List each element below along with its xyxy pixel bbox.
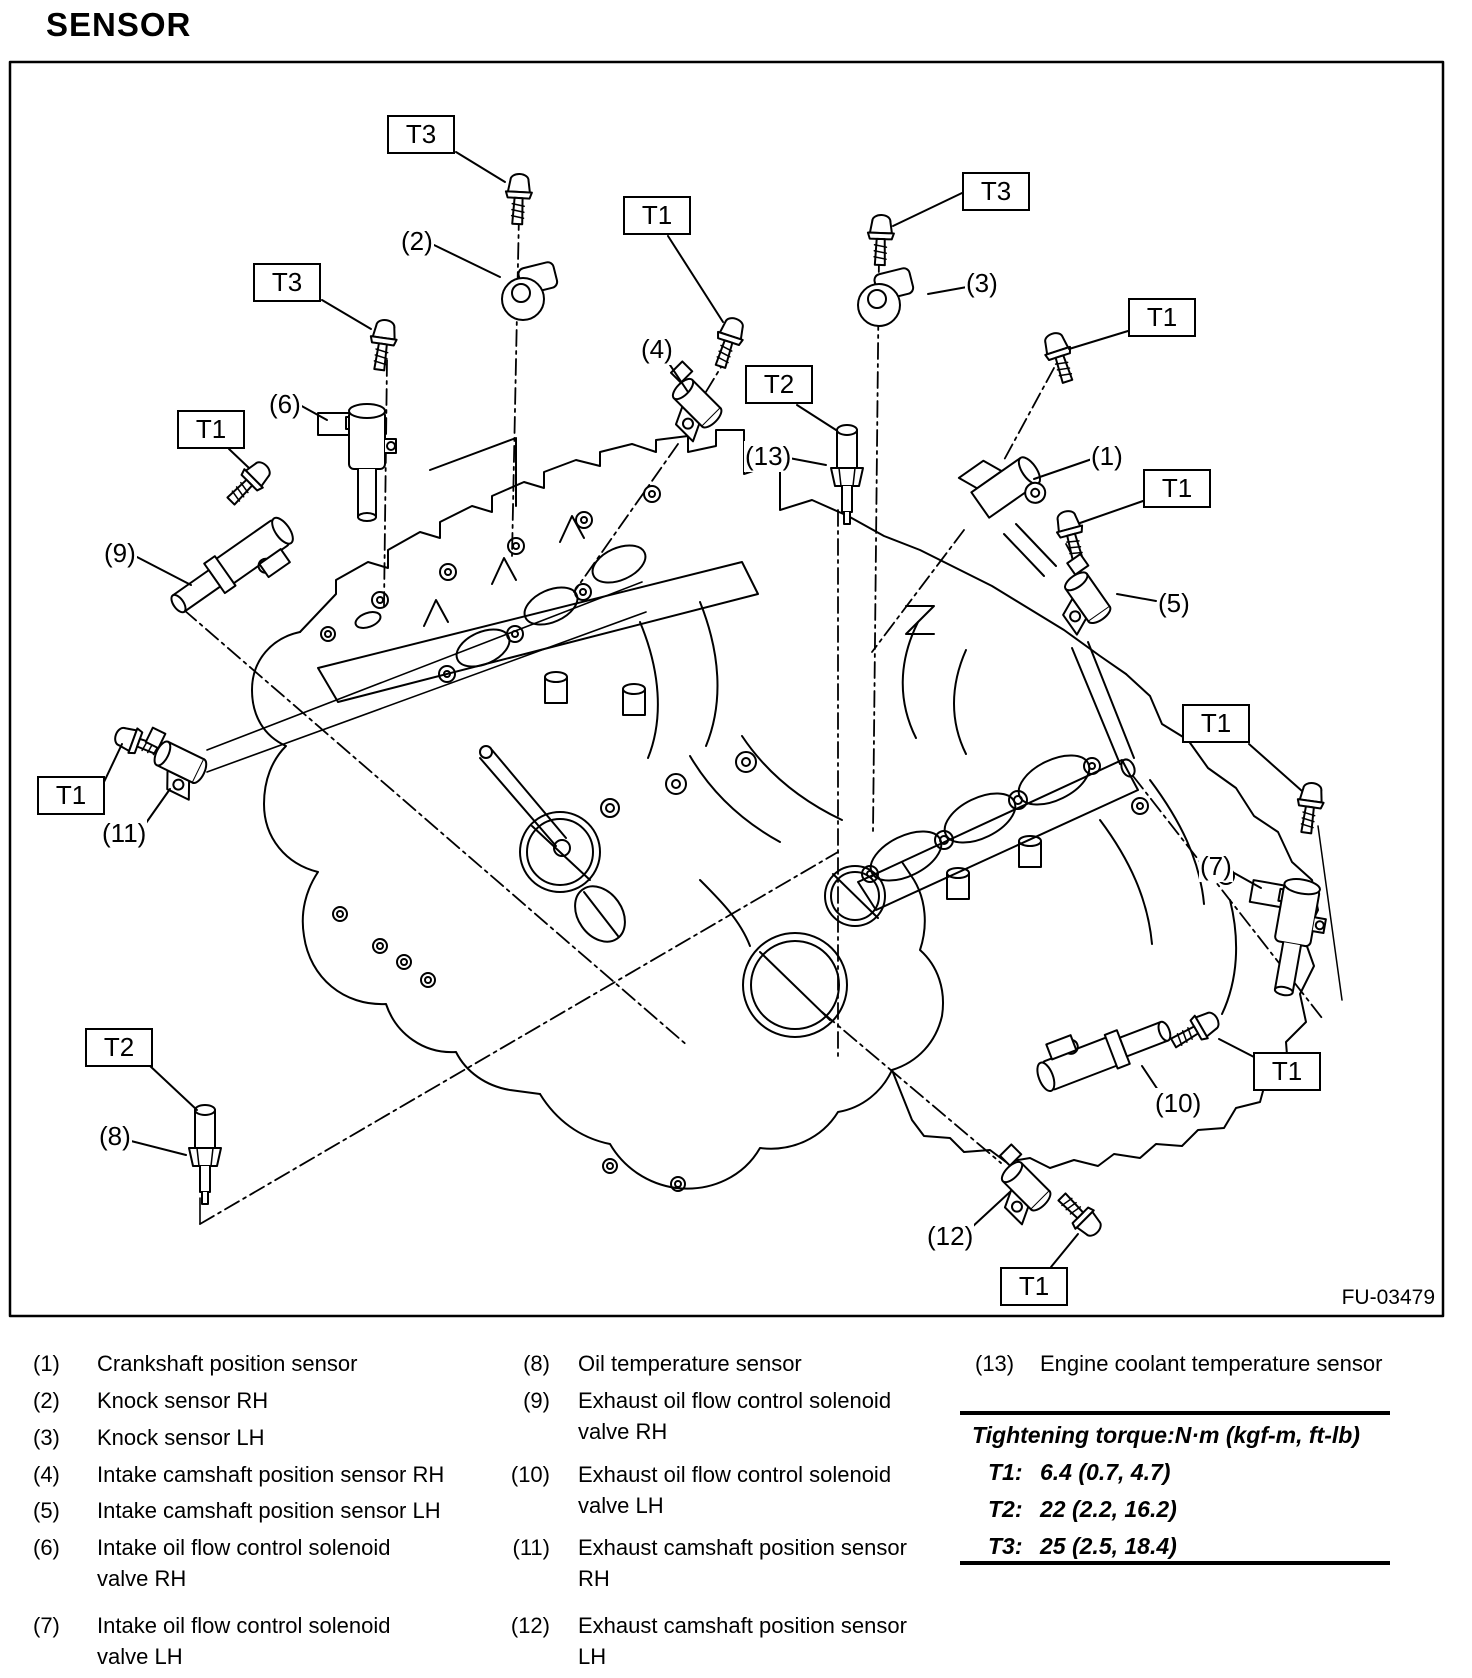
legend-num: (13) bbox=[975, 1351, 1015, 1376]
intake-ofc-solenoid-lh-icon bbox=[1235, 871, 1332, 1000]
legend-num: (12) bbox=[510, 1613, 550, 1638]
legend-item-10 bbox=[498, 1461, 891, 1519]
legend-num: (2) bbox=[33, 1388, 60, 1413]
torque-label-t1-midleft: T1 bbox=[37, 776, 105, 815]
legend-text: Engine coolant temperature sensor bbox=[1040, 1351, 1383, 1376]
legend-num: (6) bbox=[33, 1535, 60, 1560]
leader-lines bbox=[104, 152, 1302, 1267]
legend-item-2 bbox=[33, 1387, 268, 1414]
callout-3: (3) bbox=[966, 268, 998, 298]
legend-item-8 bbox=[498, 1350, 802, 1377]
callout-11: (11) bbox=[102, 818, 147, 848]
thin-leads bbox=[200, 582, 646, 1224]
torque-label-t3-right: T3 bbox=[962, 172, 1030, 211]
knock-sensor-lh-icon bbox=[858, 267, 914, 326]
callout-6: (6) bbox=[269, 389, 301, 419]
legend-item-13 bbox=[975, 1350, 1382, 1377]
figure-code: FU-03479 bbox=[1341, 1286, 1435, 1309]
coolant-temp-sensor-icon bbox=[831, 425, 863, 524]
legend-num: (7) bbox=[33, 1613, 60, 1638]
legend-text: RH bbox=[578, 1566, 610, 1591]
torque-label-t3-top: T3 bbox=[387, 115, 455, 154]
legend-text: Exhaust oil flow control solenoid bbox=[578, 1388, 892, 1413]
legend-num: (11) bbox=[512, 1535, 550, 1560]
crankshaft-sensor-icon bbox=[959, 438, 1053, 532]
torque-row-t2 bbox=[988, 1496, 1177, 1523]
legend-text: valve LH bbox=[97, 1644, 183, 1669]
torque-row-label: T3: bbox=[988, 1533, 1023, 1559]
legend-num: (1) bbox=[33, 1351, 60, 1376]
torque-label-t1-right: T1 bbox=[1143, 469, 1211, 508]
callout-10: (10) bbox=[1155, 1088, 1202, 1118]
legend-item-5 bbox=[33, 1497, 441, 1524]
torque-label-t2-bottomleft: T2 bbox=[85, 1028, 153, 1067]
torque-table-header: Tightening torque:N·m (kgf-m, ft-lb) bbox=[972, 1422, 1360, 1448]
legend-text: Knock sensor RH bbox=[97, 1388, 269, 1413]
exhaust-cam-sensor-lh-icon bbox=[977, 1144, 1058, 1225]
torque-row-value: 25 (2.5, 18.4) bbox=[1040, 1533, 1177, 1559]
callout-1: (1) bbox=[1091, 441, 1123, 471]
exhaust-cam-sensor-rh-icon bbox=[131, 728, 212, 801]
callout-7: (7) bbox=[1200, 851, 1232, 881]
legend-text: Exhaust oil flow control solenoid bbox=[578, 1462, 892, 1487]
callout-12: (12) bbox=[927, 1221, 974, 1251]
legend-num: (3) bbox=[33, 1425, 60, 1450]
callout-4: (4) bbox=[641, 334, 673, 364]
legend-text: Exhaust camshaft position sensor bbox=[578, 1535, 907, 1560]
legend-item-3 bbox=[33, 1424, 265, 1451]
legend-item-11 bbox=[498, 1534, 907, 1592]
legend-item-6 bbox=[33, 1534, 391, 1592]
torque-label-t1-bottom: T1 bbox=[1000, 1267, 1068, 1306]
legend-text: valve RH bbox=[97, 1566, 187, 1591]
callout-5: (5) bbox=[1158, 588, 1190, 618]
torque-table-bottom-rule bbox=[960, 1561, 1390, 1565]
callout-8: (8) bbox=[99, 1121, 131, 1151]
torque-row-t1 bbox=[988, 1459, 1170, 1486]
legend-text: Crankshaft position sensor bbox=[97, 1351, 358, 1376]
torque-label-t1-midtop: T1 bbox=[623, 196, 691, 235]
intake-ofc-solenoid-rh-icon bbox=[318, 404, 396, 521]
legend-text: Intake oil flow control solenoid bbox=[97, 1613, 391, 1638]
legend-num: (8) bbox=[523, 1351, 550, 1376]
legend-text: valve LH bbox=[578, 1493, 664, 1518]
torque-row-label: T1: bbox=[988, 1459, 1023, 1485]
legend-item-4 bbox=[33, 1461, 444, 1488]
torque-label-t1-bottomright: T1 bbox=[1253, 1052, 1321, 1091]
legend-text: Knock sensor LH bbox=[97, 1425, 265, 1450]
legend-text: Intake camshaft position sensor LH bbox=[97, 1498, 441, 1523]
knock-sensor-rh-icon bbox=[502, 261, 558, 320]
torque-label-t3-left: T3 bbox=[253, 263, 321, 302]
page-title: SENSOR bbox=[46, 6, 192, 43]
callout-9: (9) bbox=[104, 538, 136, 568]
legend-item-7 bbox=[33, 1612, 391, 1670]
intake-cam-sensor-lh-icon bbox=[1040, 554, 1118, 636]
legend-text: Intake oil flow control solenoid bbox=[97, 1535, 391, 1560]
torque-label-t1-left: T1 bbox=[177, 410, 245, 449]
legend-item-9 bbox=[498, 1387, 891, 1445]
legend-text: Oil temperature sensor bbox=[578, 1351, 802, 1376]
legend-num: (4) bbox=[33, 1462, 60, 1487]
oil-temp-sensor-icon bbox=[189, 1105, 221, 1204]
legend-num: (10) bbox=[510, 1462, 550, 1487]
figure-border bbox=[10, 62, 1443, 1316]
legend-item-1 bbox=[33, 1350, 357, 1377]
legend-text: LH bbox=[578, 1644, 607, 1669]
torque-label-t2-center: T2 bbox=[745, 365, 813, 404]
torque-label-t1-farright: T1 bbox=[1182, 704, 1250, 743]
legend-text: Intake camshaft position sensor RH bbox=[97, 1462, 445, 1487]
torque-table-top-rule bbox=[960, 1411, 1390, 1415]
legend-text: Exhaust camshaft position sensor bbox=[578, 1613, 907, 1638]
legend-item-12 bbox=[498, 1612, 907, 1670]
exhaust-ofc-solenoid-rh-icon bbox=[164, 512, 305, 631]
callout-13: (13) bbox=[745, 441, 792, 471]
legend-num: (5) bbox=[33, 1498, 60, 1523]
torque-label-t1-upperright: T1 bbox=[1128, 298, 1196, 337]
torque-row-t3 bbox=[988, 1533, 1177, 1560]
torque-row-label: T2: bbox=[988, 1496, 1023, 1522]
torque-row-value: 22 (2.2, 16.2) bbox=[1040, 1496, 1177, 1522]
legend-num: (9) bbox=[523, 1388, 550, 1413]
callout-2: (2) bbox=[401, 226, 433, 256]
torque-row-value: 6.4 (0.7, 4.7) bbox=[1040, 1459, 1171, 1485]
legend-text: valve RH bbox=[578, 1419, 668, 1444]
